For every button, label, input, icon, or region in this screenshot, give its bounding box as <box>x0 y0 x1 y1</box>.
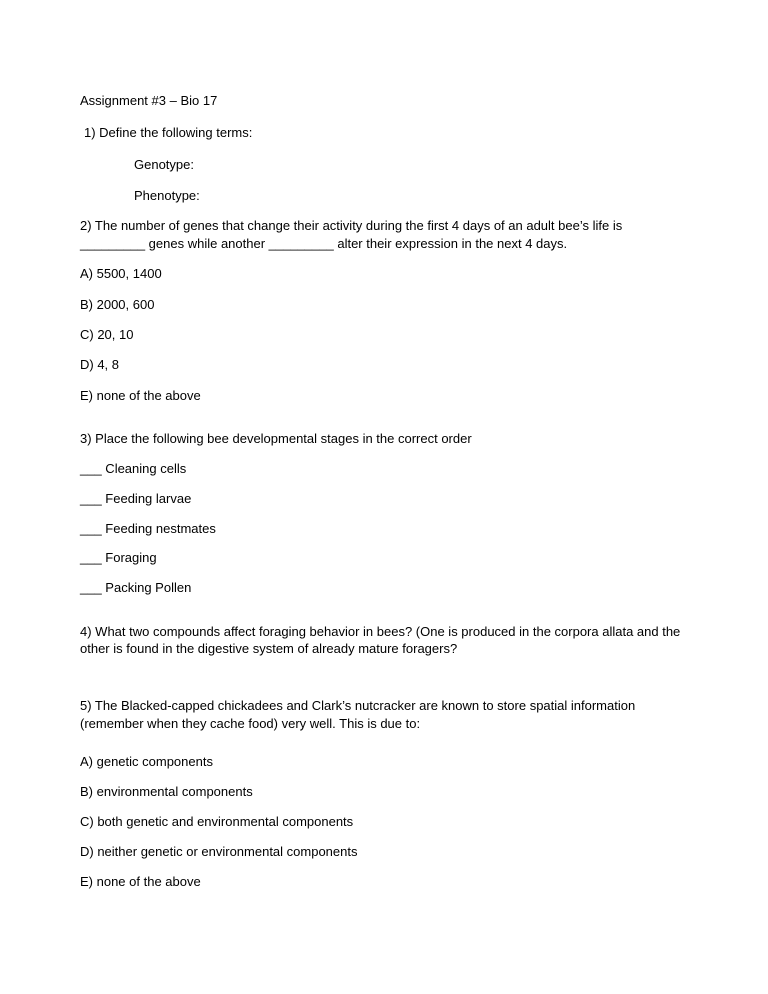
question-2-option: D) 4, 8 <box>80 357 120 372</box>
question-5-option: D) neither genetic or environmental components <box>80 844 358 859</box>
question-2-option: C) 20, 10 <box>80 327 134 342</box>
question-5-option: B) environmental components <box>80 784 253 799</box>
question-3-item: ___ Cleaning cells <box>80 461 187 476</box>
question-5-prompt-line-1: 5) The Blacked-capped chickadees and Clark’s nutcracker are known to store spatial information <box>80 698 636 713</box>
assignment-title: Assignment #3 – Bio 17 <box>80 93 218 108</box>
question-5-prompt-line-2: (remember when they cache food) very well. This is due to: <box>80 716 421 731</box>
question-2-option: E) none of the above <box>80 388 201 403</box>
question-2-option: A) 5500, 1400 <box>80 266 162 281</box>
question-3-prompt: 3) Place the following bee developmental stages in the correct order <box>80 431 472 446</box>
question-5-option: A) genetic components <box>80 754 213 769</box>
question-3-item: ___ Feeding nestmates <box>80 521 216 536</box>
term-phenotype: Phenotype: <box>134 188 200 203</box>
question-3-item: ___ Packing Pollen <box>80 580 192 595</box>
question-1-prompt: 1) Define the following terms: <box>84 125 253 140</box>
question-3-item: ___ Foraging <box>80 550 157 565</box>
question-2-prompt-line-1: 2) The number of genes that change their activity during the first 4 days of an adult bee’s life is <box>80 218 623 233</box>
question-3-item: ___ Feeding larvae <box>80 491 192 506</box>
question-2-option: B) 2000, 600 <box>80 297 155 312</box>
term-genotype: Genotype: <box>134 157 194 172</box>
question-4-prompt-line-1: 4) What two compounds affect foraging behavior in bees? (One is produced in the corpora allata and the <box>80 624 681 639</box>
question-4-prompt-line-2: other is found in the digestive system of already mature foragers? <box>80 641 458 656</box>
question-5-option: C) both genetic and environmental components <box>80 814 354 829</box>
question-2-prompt-line-2: _________ genes while another _________ alter their expression in the next 4 days. <box>80 236 568 251</box>
question-5-option: E) none of the above <box>80 874 201 889</box>
